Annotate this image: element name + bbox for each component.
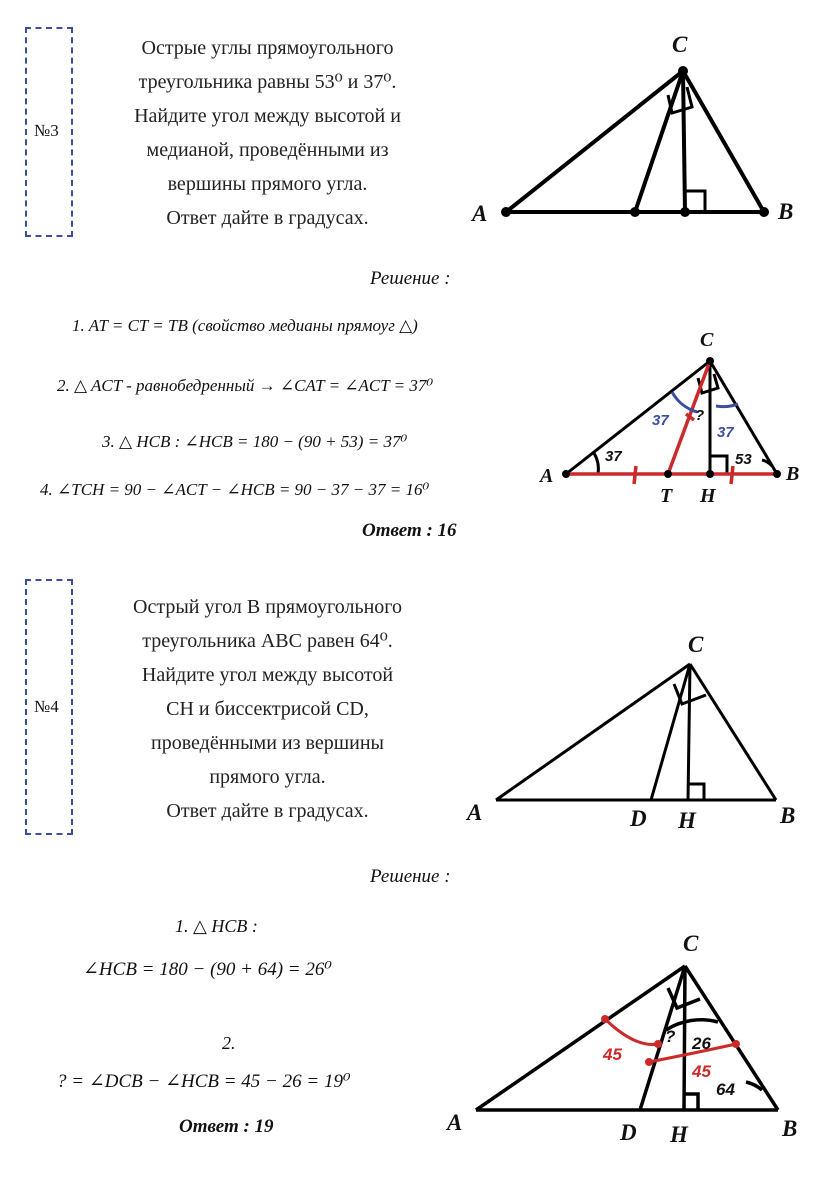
task4-line: CH и биссектрисой CD, (166, 698, 369, 720)
t3f2-angle-a: 37 (605, 448, 622, 465)
t4f1-label-d: D (630, 806, 647, 831)
task4-step-1b: ∠HCB = 180 − (90 + 64) = 26⁰ (83, 959, 332, 980)
t3f2-label-t: T (660, 485, 673, 507)
t4f2-label-h: H (670, 1122, 688, 1147)
t3f2-label-a: A (540, 465, 554, 487)
task4-line: треугольника ABC равен 64⁰. (142, 630, 393, 652)
task4-statement (95, 590, 440, 828)
task4-number: №4 (34, 697, 59, 716)
t4f2-angle-b: 64 (716, 1080, 735, 1099)
task4-step-2b: ? = ∠DCB − ∠HCB = 45 − 26 = 19⁰ (57, 1071, 351, 1092)
task3-line: медианой, проведёнными из (146, 139, 389, 161)
t4f1-label-b: B (780, 803, 796, 828)
task3-step-1: 1. AT = CT = TB (свойство медианы прямоуг △) (72, 316, 418, 335)
t3f2-angle-act: 37 (652, 412, 669, 429)
t4f1-label-a: A (467, 800, 483, 825)
t3f1-label-c: C (672, 32, 688, 57)
t3f2-angle-hcb: 37 (717, 424, 734, 441)
task3-line: треугольника равны 53⁰ и 37⁰. (138, 71, 397, 93)
t4f1-label-c: C (688, 632, 704, 657)
task3-line: Ответ дайте в градусах. (166, 207, 369, 229)
t3f2-label-h: H (700, 485, 716, 507)
t3f2-label-b: B (786, 463, 800, 485)
task4-line: Найдите угол между высотой (141, 664, 394, 686)
t4f1-label-h: H (678, 808, 696, 833)
task4-step-2: 2. (222, 1033, 236, 1053)
task4-step-1: 1. △ HCB : (175, 916, 258, 936)
task4-solution-title: Решение : (370, 866, 451, 887)
task3-statement (95, 31, 440, 235)
task3-step-4: 4. ∠TCH = 90 − ∠ACT − ∠HCB = 90 − 37 − 37 = 16⁰ (40, 480, 430, 499)
t4f2-angle-hcb: 26 (692, 1034, 711, 1053)
task3-line: Найдите угол между высотой и (134, 105, 401, 127)
task3-line: вершины прямого угла. (167, 173, 368, 195)
task3-step-2: 2. △ ACT - равнобедренный → ∠CAT = ∠ACT = 37⁰ (57, 376, 434, 395)
task4-line: прямого угла. (209, 766, 326, 788)
task4-line: Острый угол B прямоугольного (133, 596, 402, 618)
t3f2-label-c: C (700, 329, 714, 351)
t4f2-label-c: C (683, 931, 699, 956)
task4-line: проведёнными из вершины (151, 732, 384, 754)
task3-step-3: 3. △ HCB : ∠HCB = 180 − (90 + 53) = 37⁰ (102, 432, 408, 451)
t4f2-angle-right45: 45 (692, 1062, 711, 1081)
task3-solution-title: Решение : (370, 268, 451, 289)
task3-number: №3 (34, 121, 59, 140)
task4-line: Ответ дайте в градусах. (166, 800, 369, 822)
t3f2-angle-q: ? (695, 407, 705, 424)
t3f1-label-a: A (472, 201, 488, 226)
t4f2-angle-left45: 45 (603, 1045, 622, 1064)
t4f2-label-b: B (782, 1116, 798, 1141)
task3-answer: Ответ : 16 (362, 520, 457, 541)
task3-line: Острые углы прямоугольного (141, 37, 394, 59)
task4-answer: Ответ : 19 (179, 1116, 274, 1137)
t4f2-label-d: D (620, 1120, 637, 1145)
t4f2-label-a: A (447, 1110, 463, 1135)
t3f1-label-b: B (778, 199, 794, 224)
t4f2-angle-q: ? (665, 1027, 676, 1046)
t3f2-angle-b: 53 (735, 451, 752, 468)
